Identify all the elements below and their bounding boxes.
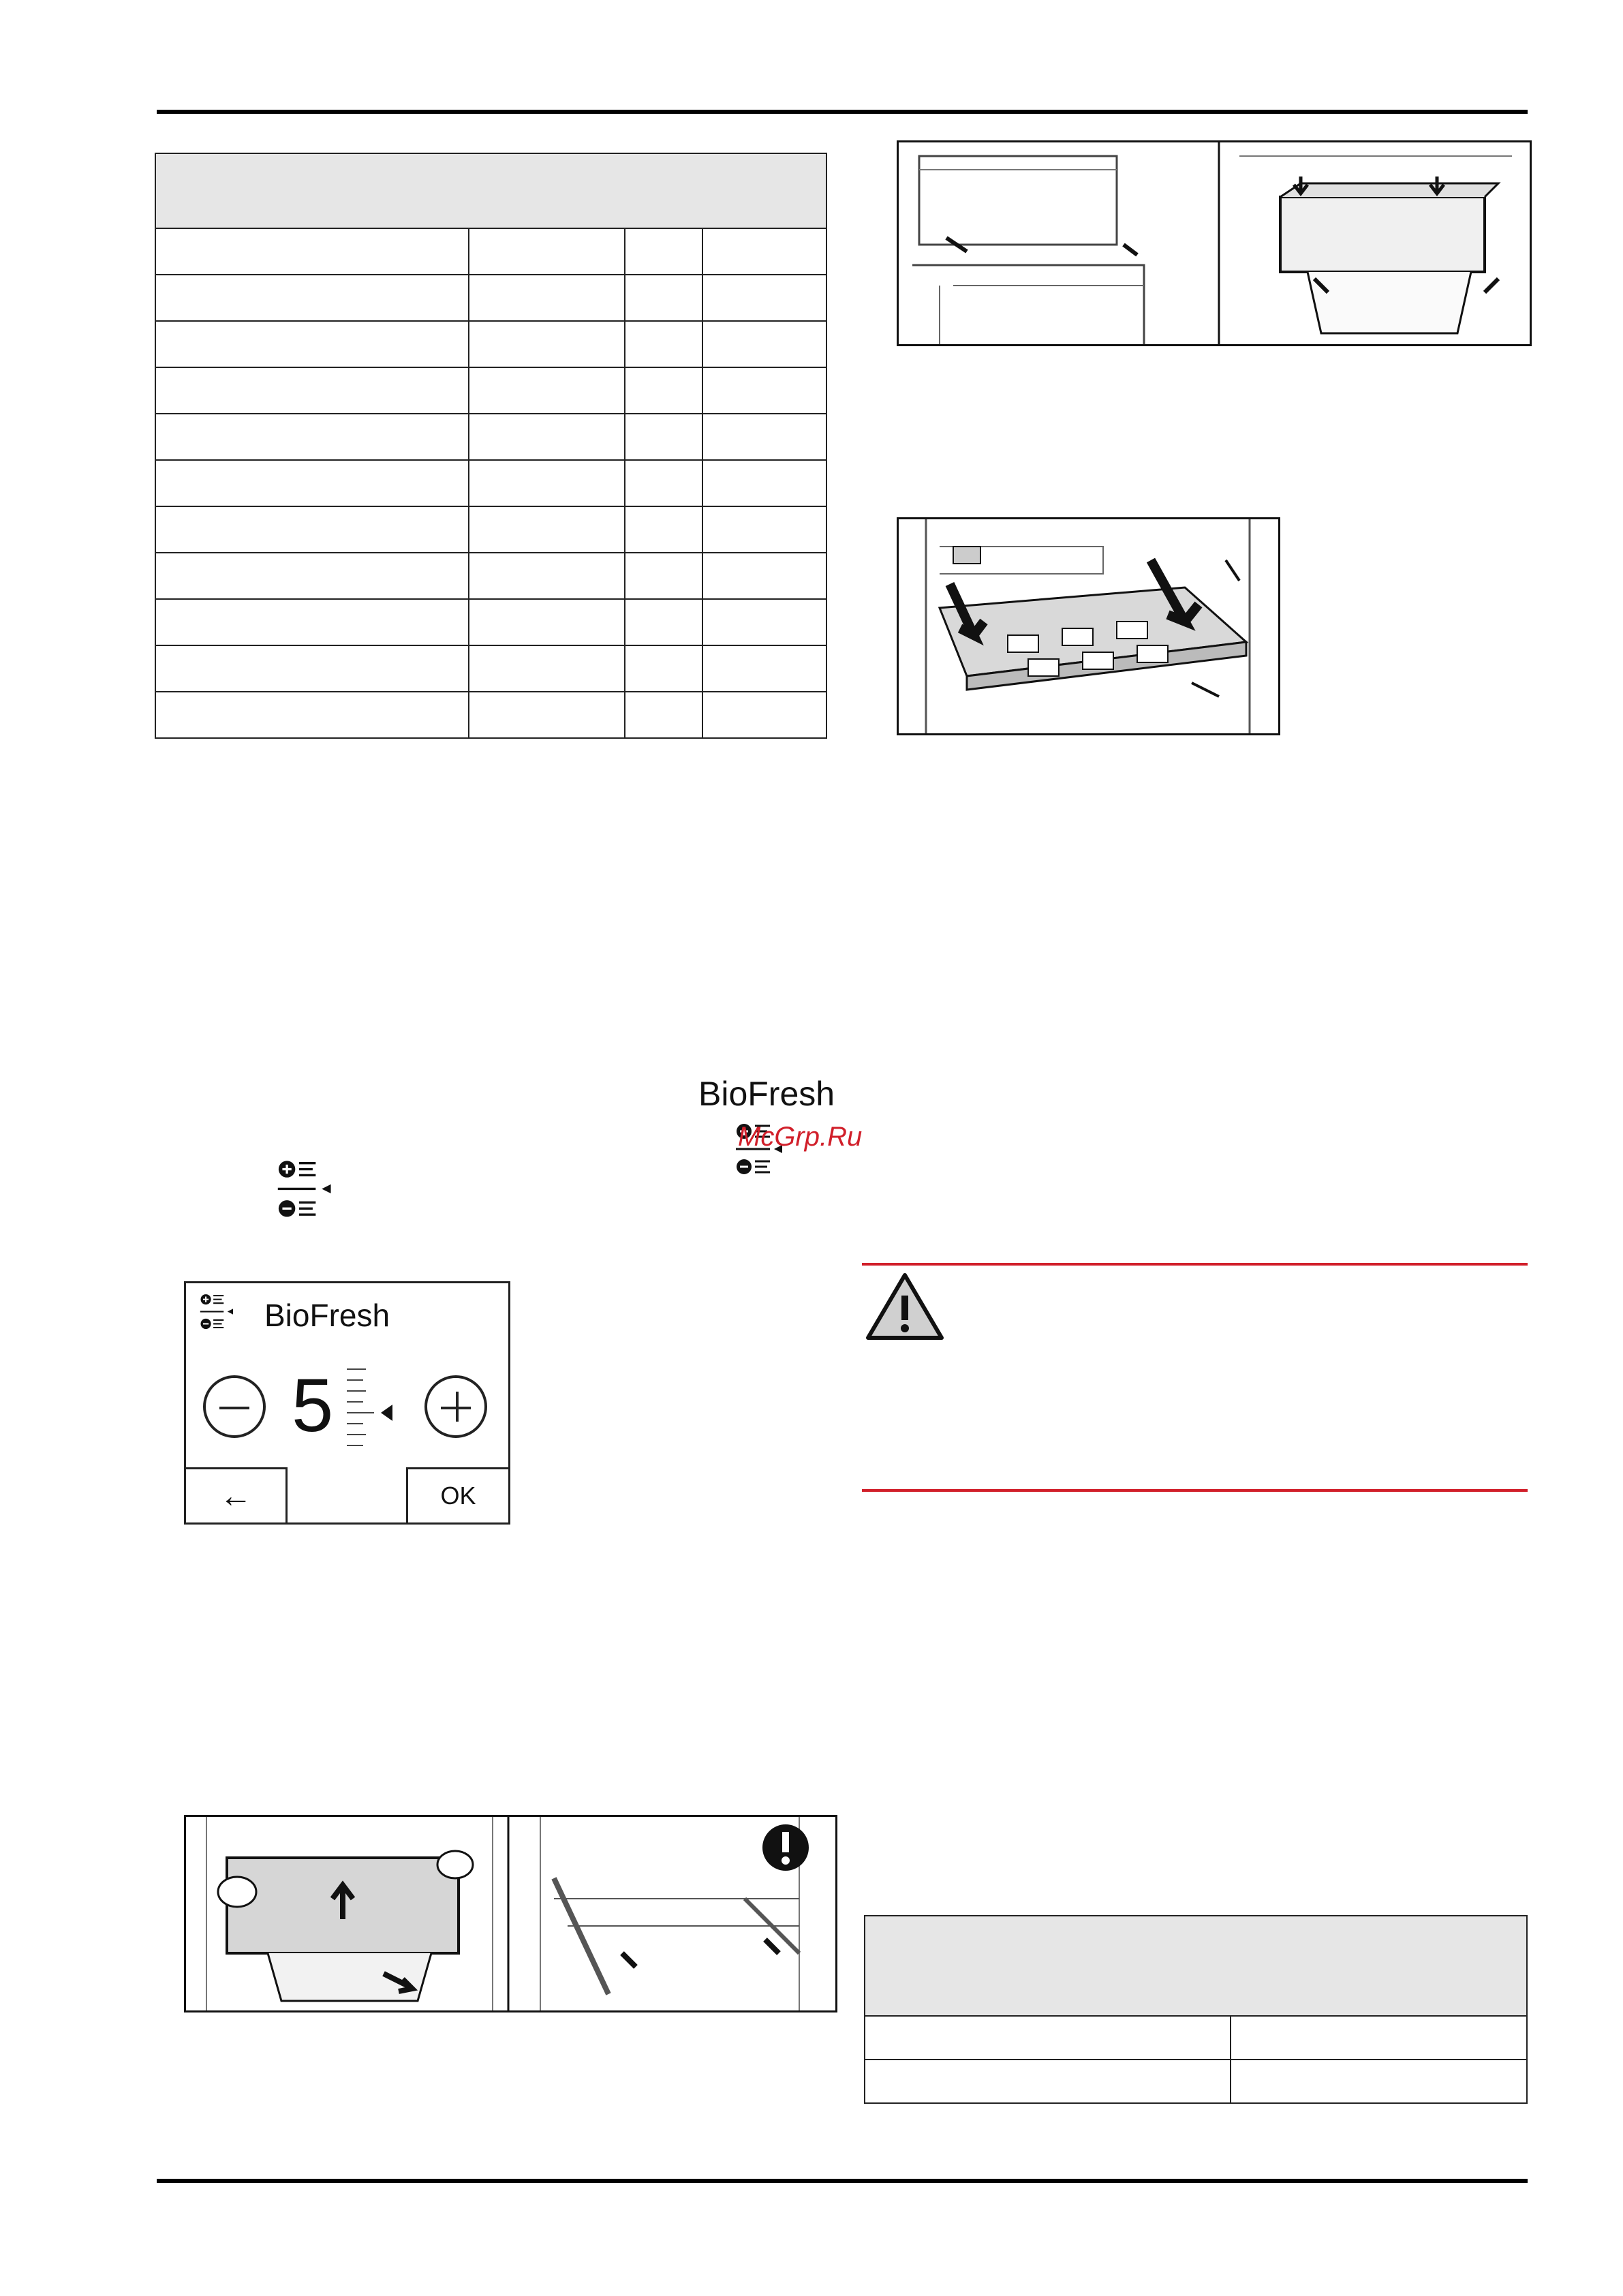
table-cell	[155, 506, 469, 553]
storage-table-right	[864, 1915, 1528, 2104]
table-cell	[155, 321, 469, 367]
table-cell	[865, 2060, 1231, 2103]
storage-table-left	[155, 153, 827, 739]
table-cell	[155, 367, 469, 414]
biofresh-display	[184, 1281, 510, 1525]
display-value: 5	[292, 1364, 334, 1448]
table-cell	[155, 275, 469, 321]
table-cell	[1231, 2016, 1527, 2060]
illustration-drawer-removal	[184, 1815, 837, 2012]
watermark: McGrp.Ru	[738, 1122, 863, 1152]
warning-triangle-icon	[864, 1271, 946, 1343]
table-cell	[155, 553, 469, 599]
increase-button[interactable]	[424, 1375, 487, 1438]
table-cell	[155, 692, 469, 738]
table-cell	[155, 645, 469, 692]
biofresh-setting-icon	[194, 1293, 242, 1335]
warning-bottom-line	[862, 1489, 1528, 1492]
illustration-drawer-insert	[897, 140, 1532, 346]
decrease-button[interactable]	[203, 1375, 266, 1438]
back-button[interactable]: ←	[184, 1467, 288, 1525]
table-cell	[865, 2016, 1231, 2060]
display-title: BioFresh	[264, 1298, 390, 1333]
level-scale-icon	[341, 1364, 396, 1452]
table-cell	[155, 228, 469, 275]
table-header	[155, 153, 826, 228]
biofresh-setting-icon	[276, 1159, 337, 1227]
top-rule	[157, 110, 1528, 114]
table-cell	[155, 460, 469, 506]
biofresh-heading: BioFresh	[698, 1075, 835, 1113]
warning-top-line	[862, 1263, 1528, 1266]
table-cell	[1231, 2060, 1527, 2103]
bottom-rule	[157, 2179, 1528, 2183]
illustration-shelf-rails	[897, 517, 1280, 735]
table-cell	[155, 414, 469, 460]
table-cell	[155, 599, 469, 645]
table-header	[865, 1916, 1527, 2016]
ok-button[interactable]: OK	[406, 1467, 510, 1525]
